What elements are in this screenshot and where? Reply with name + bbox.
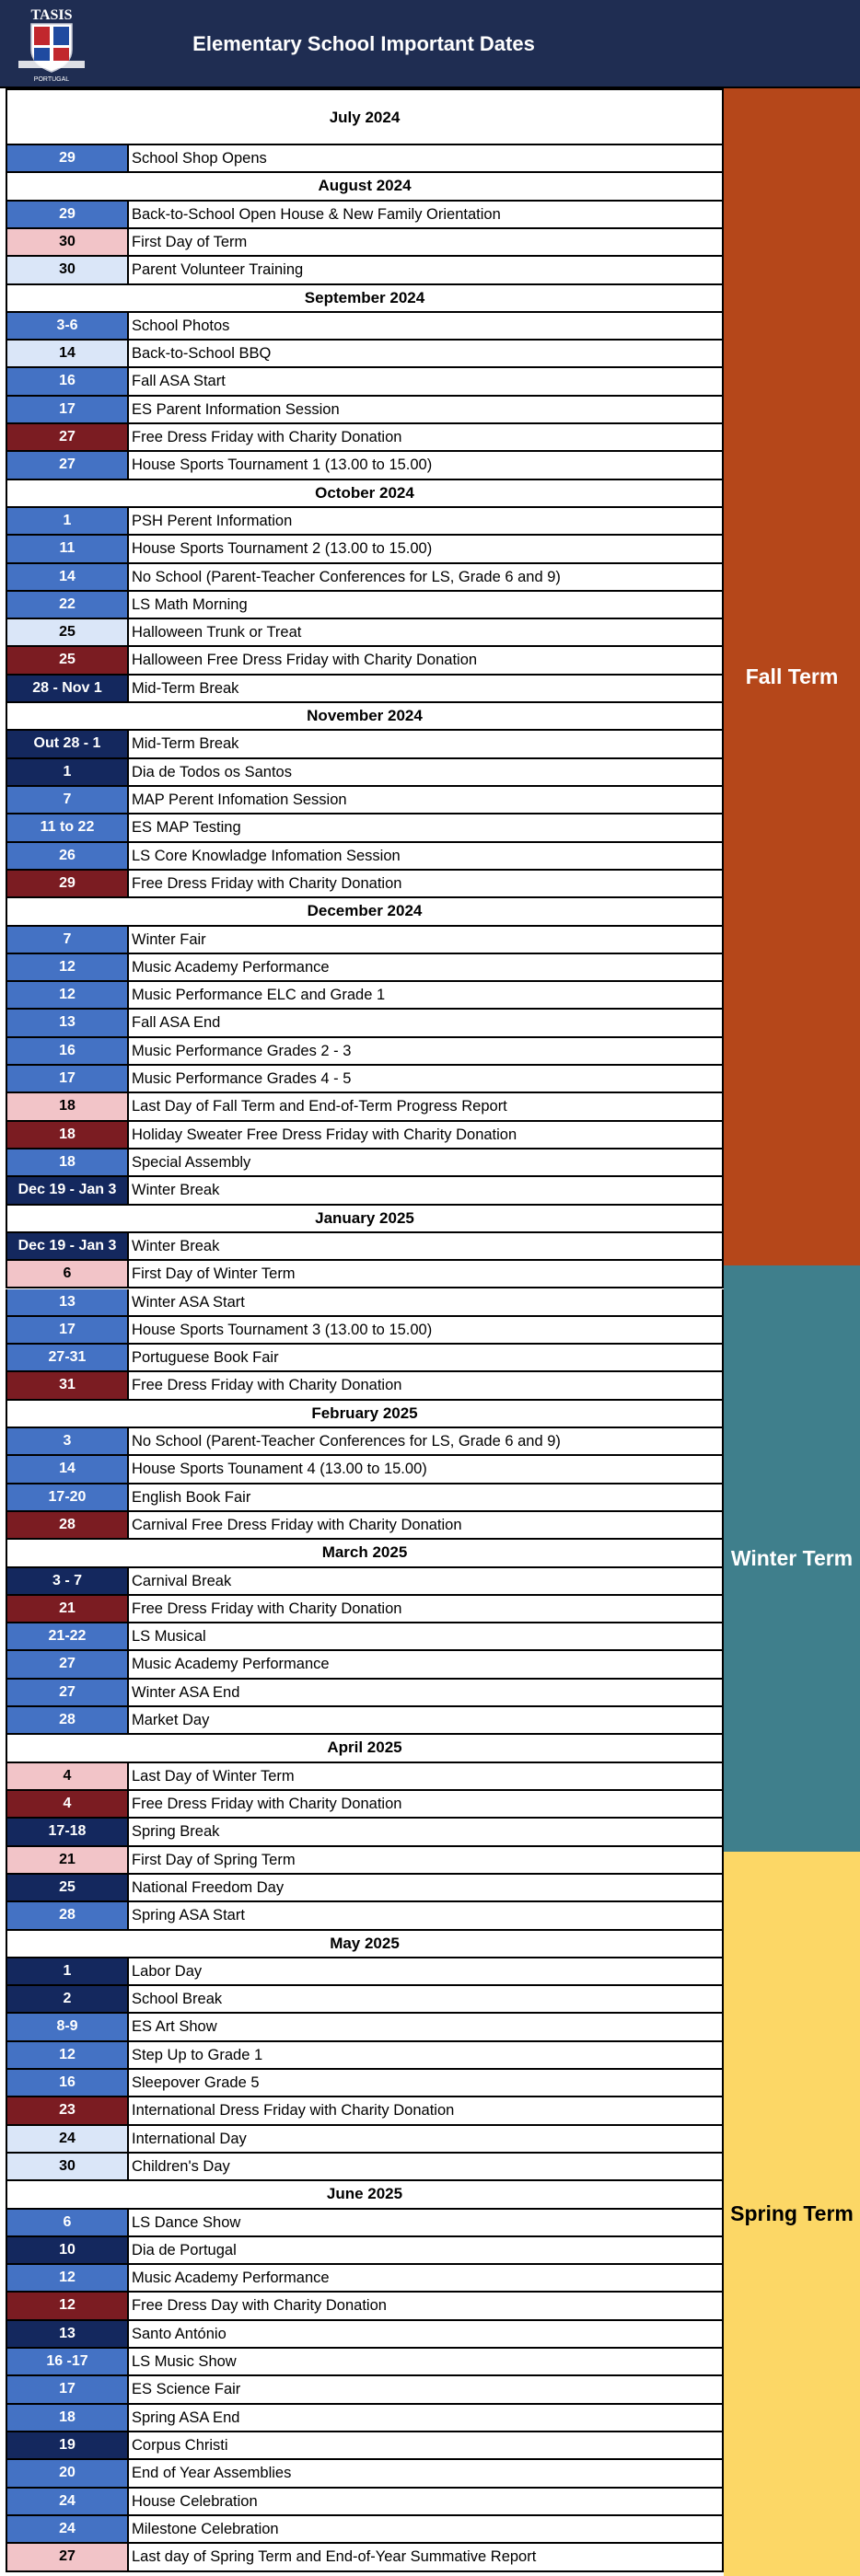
- event-row: [6, 787, 724, 814]
- event-row: [6, 1289, 724, 1317]
- event-row: [6, 1958, 724, 1986]
- event-date: 13: [7, 1010, 129, 1035]
- event-date: 29: [7, 871, 129, 896]
- event-date: 13: [7, 1289, 129, 1315]
- month-header: May 2025: [6, 1931, 724, 1958]
- event-description: Free Dress Friday with Charity Donation: [132, 874, 402, 892]
- event-row: [6, 1623, 724, 1651]
- event-row: [6, 814, 724, 842]
- event-date: 3: [7, 1428, 129, 1454]
- event-description: LS Musical: [132, 1628, 206, 1646]
- event-row: [6, 2544, 724, 2571]
- event-row: [6, 564, 724, 592]
- event-row: [6, 2265, 724, 2293]
- event-row: [6, 1875, 724, 1902]
- event-date: 7: [7, 927, 129, 953]
- event-row: [6, 2321, 724, 2349]
- event-row: [6, 1372, 724, 1400]
- event-description: MAP Perent Infomation Session: [132, 791, 347, 808]
- event-description: No School (Parent-Teacher Conferences for LS, Grade 6 and 9): [132, 568, 561, 585]
- event-row: [6, 1596, 724, 1623]
- event-row: [6, 145, 724, 173]
- school-crest-logo: [9, 4, 94, 85]
- logo-subtext: PORTUGAL: [33, 76, 70, 83]
- event-date: 19: [7, 2432, 129, 2458]
- event-row: [6, 592, 724, 619]
- event-row: [6, 1819, 724, 1846]
- event-row: [6, 313, 724, 341]
- event-description: ES Art Show: [132, 2018, 217, 2036]
- event-date: Dec 19 - Jan 3: [7, 1177, 129, 1203]
- event-date: 27: [7, 452, 129, 478]
- event-row: [6, 1177, 724, 1205]
- event-description: Portuguese Book Fair: [132, 1349, 279, 1367]
- event-description: Spring ASA End: [132, 2409, 240, 2426]
- event-date: 11 to 22: [7, 814, 129, 840]
- event-row: [6, 508, 724, 536]
- event-row: [6, 341, 724, 368]
- event-row: [6, 1010, 724, 1037]
- event-date: 27: [7, 2544, 129, 2570]
- event-date: 27-31: [7, 1345, 129, 1370]
- event-date: 13: [7, 2321, 129, 2347]
- event-description: LS Dance Show: [132, 2213, 241, 2231]
- event-description: Winter ASA End: [132, 1683, 240, 1701]
- event-row: [6, 2042, 724, 2070]
- event-row: [6, 2237, 724, 2265]
- term-label: Fall Term: [724, 88, 860, 1265]
- event-row: [6, 1093, 724, 1121]
- event-date: 14: [7, 1456, 129, 1482]
- event-description: Step Up to Grade 1: [132, 2046, 263, 2063]
- event-row: [6, 759, 724, 787]
- event-date: 30: [7, 257, 129, 283]
- event-description: Mid-Term Break: [132, 735, 239, 753]
- event-date: 29: [7, 202, 129, 227]
- event-description: Fall ASA End: [132, 1014, 221, 1032]
- event-description: ES MAP Testing: [132, 819, 241, 837]
- event-description: Corpus Christi: [132, 2437, 228, 2454]
- event-date: 16: [7, 1038, 129, 1064]
- month-header: January 2025: [6, 1206, 724, 1233]
- month-header: April 2025: [6, 1735, 724, 1762]
- event-date: 30: [7, 2154, 129, 2179]
- event-date: 29: [7, 145, 129, 171]
- month-header: November 2024: [6, 703, 724, 731]
- event-description: Music Academy Performance: [132, 1656, 330, 1673]
- event-date: 27: [7, 1680, 129, 1705]
- event-description: Winter Break: [132, 1237, 220, 1254]
- event-description: Milestone Celebration: [132, 2520, 279, 2537]
- event-row: [6, 1149, 724, 1177]
- event-date: 25: [7, 619, 129, 645]
- event-date: 6: [7, 2210, 129, 2235]
- event-description: First Day of Term: [132, 233, 248, 250]
- event-date: 14: [7, 341, 129, 366]
- event-date: 26: [7, 843, 129, 869]
- event-description: LS Music Show: [132, 2353, 237, 2371]
- event-date: 1: [7, 1958, 129, 1984]
- event-date: 24: [7, 2516, 129, 2542]
- event-description: Free Dress Day with Charity Donation: [132, 2297, 387, 2315]
- event-date: 16 -17: [7, 2349, 129, 2374]
- event-row: [6, 1484, 724, 1512]
- event-date: 17: [7, 2376, 129, 2402]
- event-row: [6, 619, 724, 647]
- event-row: [6, 1233, 724, 1261]
- event-row: [6, 2432, 724, 2460]
- event-description: ES Parent Information Session: [132, 400, 340, 418]
- event-row: [6, 1261, 724, 1288]
- event-row: [6, 2405, 724, 2432]
- event-description: Carnival Free Dress Friday with Charity Donation: [132, 1516, 462, 1533]
- event-description: First Day of Winter Term: [132, 1265, 296, 1283]
- event-date: 20: [7, 2460, 129, 2486]
- event-description: Back-to-School Open House & New Family Orientation: [132, 205, 501, 223]
- event-date: 17-18: [7, 1819, 129, 1844]
- event-row: [6, 229, 724, 257]
- event-row: [6, 2210, 724, 2237]
- event-date: 31: [7, 1372, 129, 1398]
- event-row: [6, 1345, 724, 1372]
- event-date: 2: [7, 1986, 129, 2012]
- event-description: School Break: [132, 1991, 223, 2008]
- event-date: 25: [7, 647, 129, 673]
- event-date: 6: [7, 1261, 129, 1287]
- month-header: February 2025: [6, 1401, 724, 1428]
- event-row: [6, 536, 724, 563]
- event-description: English Book Fair: [132, 1488, 251, 1506]
- event-date: 8-9: [7, 2014, 129, 2039]
- event-description: Special Assembly: [132, 1153, 251, 1171]
- page-header: [0, 0, 860, 88]
- event-date: 4: [7, 1763, 129, 1789]
- event-date: 14: [7, 564, 129, 590]
- month-header: December 2024: [6, 898, 724, 926]
- event-row: [6, 982, 724, 1010]
- month-header: October 2024: [6, 480, 724, 508]
- event-date: Dec 19 - Jan 3: [7, 1233, 129, 1259]
- event-description: Children's Day: [132, 2157, 230, 2175]
- event-description: Spring ASA Start: [132, 1907, 245, 1924]
- event-row: [6, 927, 724, 954]
- event-date: 10: [7, 2237, 129, 2263]
- event-description: Labor Day: [132, 1962, 203, 1980]
- event-date: 21: [7, 1596, 129, 1622]
- event-date: 18: [7, 1093, 129, 1119]
- event-row: [6, 871, 724, 898]
- event-row: [6, 1122, 724, 1149]
- event-date: 3-6: [7, 313, 129, 339]
- event-date: 12: [7, 2293, 129, 2318]
- event-date: 16: [7, 2070, 129, 2096]
- event-row: [6, 2349, 724, 2376]
- event-description: Winter ASA Start: [132, 1293, 245, 1311]
- event-row: [6, 368, 724, 396]
- event-description: Halloween Trunk or Treat: [132, 624, 302, 641]
- event-description: House Sports Tounament 4 (13.00 to 15.00): [132, 1461, 427, 1478]
- event-description: House Sports Tournament 1 (13.00 to 15.00): [132, 456, 433, 474]
- event-date: 27: [7, 1651, 129, 1677]
- event-date: 28: [7, 1707, 129, 1733]
- event-description: Sleepover Grade 5: [132, 2074, 260, 2092]
- event-description: Winter Break: [132, 1182, 220, 1199]
- event-description: Last Day of Fall Term and End-of-Term Progress Report: [132, 1098, 507, 1115]
- event-date: 17: [7, 1317, 129, 1343]
- event-description: Last day of Spring Term and End-of-Year Summative Report: [132, 2548, 537, 2566]
- event-description: Holiday Sweater Free Dress Friday with Charity Donation: [132, 1126, 517, 1143]
- event-row: [6, 1066, 724, 1093]
- event-date: 24: [7, 2489, 129, 2514]
- event-row: [6, 1568, 724, 1596]
- event-row: [6, 1038, 724, 1066]
- event-row: [6, 1512, 724, 1540]
- event-row: [6, 2376, 724, 2404]
- event-row: [6, 843, 724, 871]
- event-row: [6, 452, 724, 479]
- event-row: [6, 202, 724, 229]
- event-date: 3 - 7: [7, 1568, 129, 1594]
- event-date: 21: [7, 1847, 129, 1873]
- event-description: Dia de Portugal: [132, 2241, 237, 2258]
- event-row: [6, 1651, 724, 1679]
- event-date: 28: [7, 1512, 129, 1538]
- event-date: 18: [7, 1149, 129, 1175]
- event-date: 17-20: [7, 1484, 129, 1510]
- event-description: LS Core Knowladge Infomation Session: [132, 847, 401, 864]
- event-date: 28: [7, 1902, 129, 1928]
- event-description: Music Academy Performance: [132, 958, 330, 976]
- event-date: 27: [7, 424, 129, 450]
- event-date: 17: [7, 397, 129, 422]
- event-date: 22: [7, 592, 129, 618]
- event-row: [6, 2014, 724, 2041]
- event-row: [6, 424, 724, 452]
- event-date: 12: [7, 2265, 129, 2291]
- event-description: International Dress Friday with Charity Donation: [132, 2102, 455, 2120]
- event-description: PSH Perent Information: [132, 512, 293, 529]
- event-description: Dia de Todos os Santos: [132, 763, 292, 780]
- event-description: Free Dress Friday with Charity Donation: [132, 429, 402, 446]
- event-row: [6, 1317, 724, 1345]
- event-description: House Sports Tournament 3 (13.00 to 15.00): [132, 1321, 433, 1338]
- event-description: Back-to-School BBQ: [132, 345, 272, 363]
- month-header: July 2024: [6, 88, 724, 145]
- event-row: [6, 954, 724, 982]
- month-header: August 2024: [6, 173, 724, 201]
- event-description: Free Dress Friday with Charity Donation: [132, 1377, 402, 1394]
- event-row: [6, 1791, 724, 1819]
- event-row: [6, 397, 724, 424]
- event-description: Spring Break: [132, 1823, 220, 1841]
- event-date: 1: [7, 759, 129, 785]
- event-date: 18: [7, 2405, 129, 2431]
- event-row: [6, 1456, 724, 1484]
- event-date: 21-22: [7, 1623, 129, 1649]
- event-description: International Day: [132, 2130, 247, 2147]
- page-title: Elementary School Important Dates: [192, 32, 535, 55]
- event-date: 12: [7, 954, 129, 980]
- logo-text: TASIS: [30, 7, 73, 23]
- event-row: [6, 731, 724, 758]
- event-row: [6, 2154, 724, 2181]
- event-row: [6, 2489, 724, 2516]
- event-description: Market Day: [132, 1712, 210, 1729]
- event-date: 4: [7, 1791, 129, 1817]
- event-date: 12: [7, 2042, 129, 2068]
- event-description: Carnival Break: [132, 1572, 232, 1589]
- event-description: Fall ASA Start: [132, 373, 226, 390]
- event-description: ES Science Fair: [132, 2381, 241, 2398]
- event-row: [6, 2460, 724, 2488]
- event-description: No School (Parent-Teacher Conferences for LS, Grade 6 and 9): [132, 1433, 561, 1450]
- event-description: Santo António: [132, 2325, 227, 2342]
- event-date: 11: [7, 536, 129, 561]
- event-row: [6, 1902, 724, 1930]
- event-description: Winter Fair: [132, 930, 206, 948]
- event-row: [6, 1680, 724, 1707]
- event-description: House Sports Tournament 2 (13.00 to 15.00): [132, 540, 433, 558]
- event-row: [6, 1986, 724, 2014]
- event-row: [6, 2097, 724, 2125]
- event-row: [6, 2293, 724, 2320]
- event-description: Parent Volunteer Training: [132, 261, 304, 279]
- event-description: Last Day of Winter Term: [132, 1767, 295, 1785]
- event-date: 16: [7, 368, 129, 394]
- event-date: 24: [7, 2126, 129, 2152]
- term-label: Spring Term: [724, 1852, 860, 2576]
- event-description: Music Performance Grades 2 - 3: [132, 1042, 352, 1059]
- month-header: June 2025: [6, 2181, 724, 2209]
- event-date: 23: [7, 2097, 129, 2123]
- event-description: Music Performance Grades 4 - 5: [132, 1070, 352, 1088]
- event-date: 1: [7, 508, 129, 534]
- event-date: 17: [7, 1066, 129, 1092]
- event-description: Halloween Free Dress Friday with Charity Donation: [132, 652, 478, 669]
- event-date: 30: [7, 229, 129, 255]
- month-header: March 2025: [6, 1540, 724, 1567]
- event-row: [6, 2516, 724, 2544]
- event-row: [6, 2070, 724, 2097]
- event-date: 18: [7, 1122, 129, 1148]
- event-description: LS Math Morning: [132, 595, 248, 613]
- event-date: 25: [7, 1875, 129, 1900]
- event-description: Free Dress Friday with Charity Donation: [132, 1600, 402, 1617]
- event-description: House Celebration: [132, 2492, 258, 2510]
- event-description: Free Dress Friday with Charity Donation: [132, 1796, 402, 1812]
- event-description: Mid-Term Break: [132, 679, 239, 697]
- event-description: Music Academy Performance: [132, 2270, 330, 2287]
- event-description: Music Performance ELC and Grade 1: [132, 987, 386, 1004]
- event-row: [6, 676, 724, 703]
- event-description: National Freedom Day: [132, 1878, 285, 1896]
- event-date: 12: [7, 982, 129, 1008]
- event-description: School Photos: [132, 317, 230, 334]
- event-row: [6, 1707, 724, 1735]
- event-description: First Day of Spring Term: [132, 1851, 296, 1868]
- event-description: End of Year Assemblies: [132, 2465, 292, 2482]
- event-date: Out 28 - 1: [7, 731, 129, 757]
- event-row: [6, 1847, 724, 1875]
- event-row: [6, 647, 724, 675]
- month-header: September 2024: [6, 285, 724, 313]
- term-label: Winter Term: [724, 1265, 860, 1852]
- event-row: [6, 1763, 724, 1791]
- event-date: 7: [7, 787, 129, 813]
- event-row: [6, 1428, 724, 1456]
- event-row: [6, 257, 724, 284]
- event-date: 28 - Nov 1: [7, 676, 129, 701]
- event-description: School Shop Opens: [132, 150, 267, 167]
- event-row: [6, 2126, 724, 2154]
